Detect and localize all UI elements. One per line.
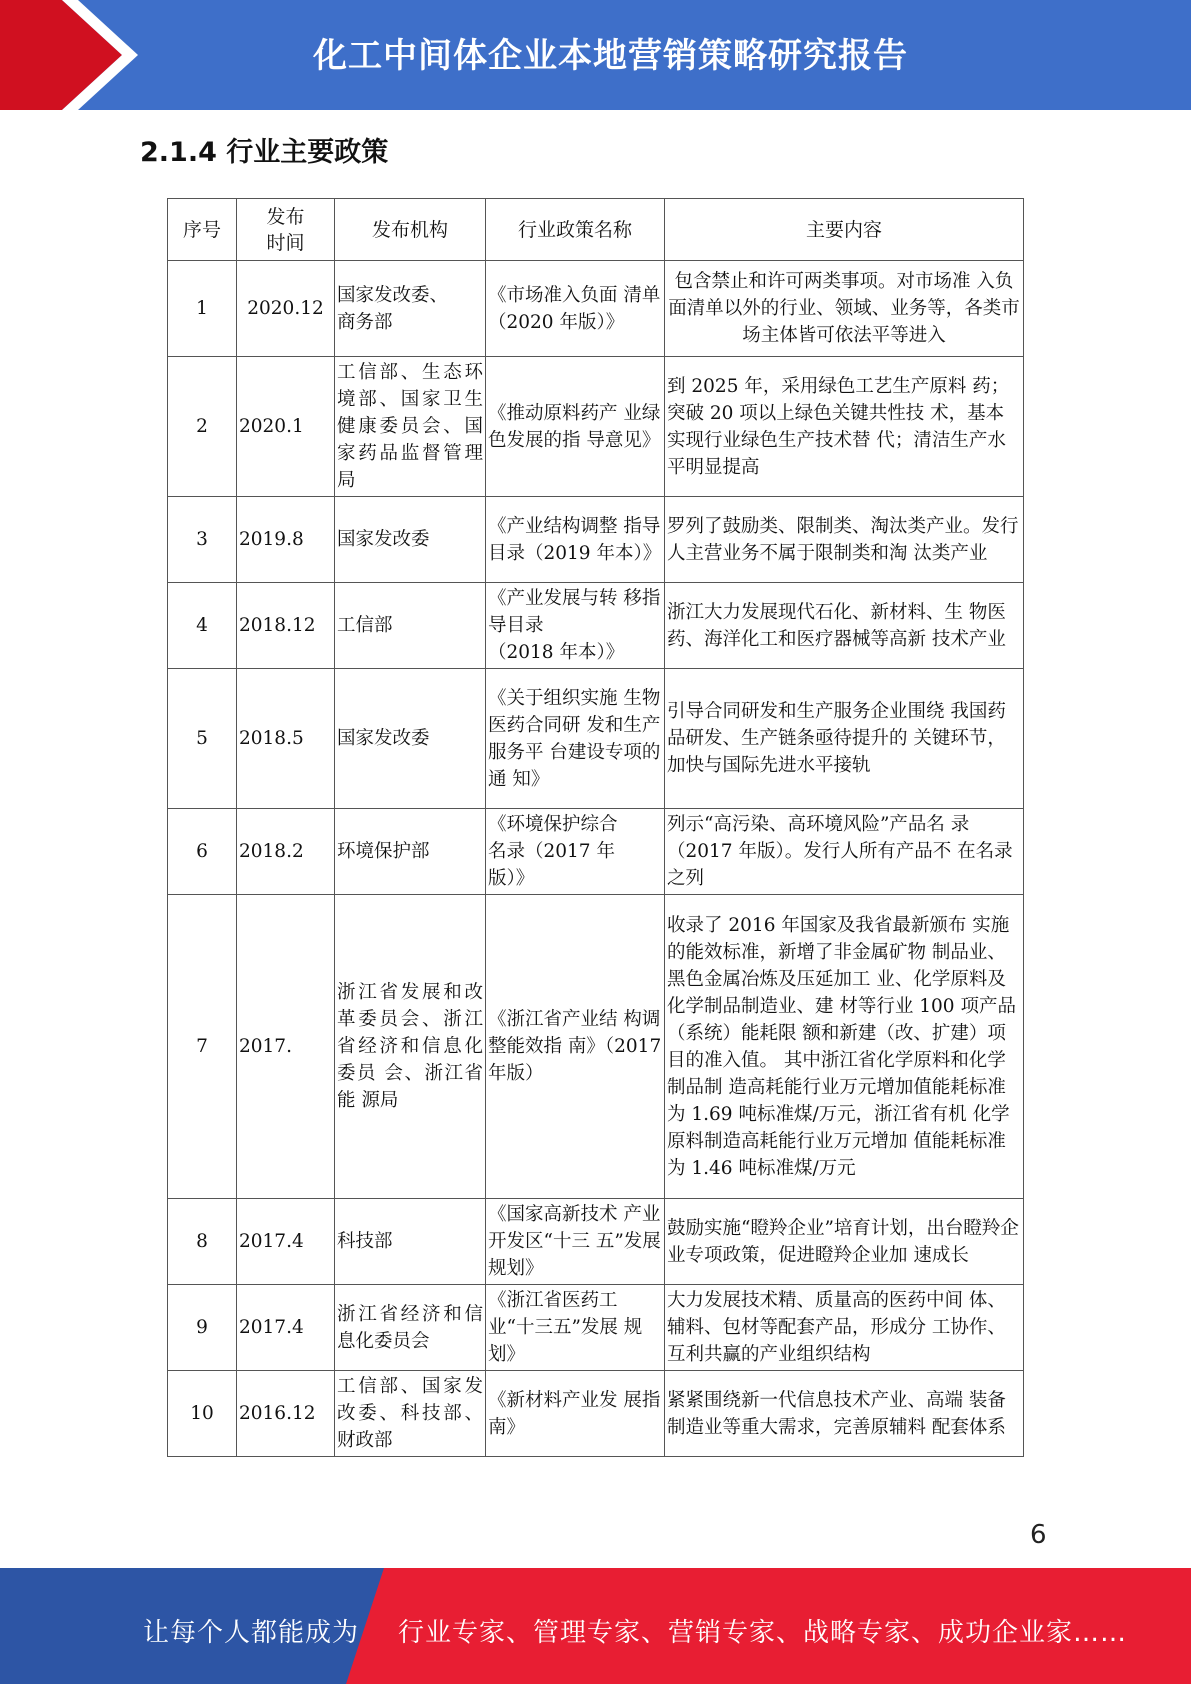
table-row: [168, 1199, 1024, 1285]
cell-num: 8: [168, 1199, 237, 1285]
cell-name: 《浙江省医药工 业“十三五”发展 规划》: [486, 1285, 665, 1371]
cell-name: 《新材料产业发 展指南》: [486, 1371, 665, 1457]
cell-date: 2017.4: [237, 1199, 335, 1285]
cell-org: 国家发改委: [335, 497, 486, 583]
section-title: 2.1.4 行业主要政策: [140, 137, 389, 168]
cell-content: 罗列了鼓励类、限制类、淘汰类产业。发行人主营业务不属于限制类和淘 汰类产业: [665, 497, 1024, 583]
cell-num: 2: [168, 357, 237, 497]
cell-content: 包含禁止和许可两类事项。对市场准 入负面清单以外的行业、领域、业务等，各类市场主体皆可依法平等进入: [665, 261, 1024, 357]
policy-table: [167, 198, 1024, 1457]
cell-name: 《国家高新技术 产业开发区“十三 五”发展规划》: [486, 1199, 665, 1285]
cell-num: 7: [168, 895, 237, 1199]
cell-org: 国家发改委、 商务部: [335, 261, 486, 357]
cell-content: 大力发展技术精、质量高的医药中间 体、辅料、包材等配套产品，形成分 工协作、互利共赢的产业组织结构: [665, 1285, 1024, 1371]
cell-date: 2018.12: [237, 583, 335, 669]
cell-org: 科技部: [335, 1199, 486, 1285]
cell-name: 《环境保护综合 名录（2017 年 版）》: [486, 809, 665, 895]
footer-slogan-right: 行业专家、管理专家、营销专家、战略专家、成功企业家……: [398, 1618, 1128, 1648]
cell-content: 浙江大力发展现代石化、新材料、生 物医药、海洋化工和医疗器械等高新 技术产业: [665, 583, 1024, 669]
cell-num: 1: [168, 261, 237, 357]
table-row: [168, 1285, 1024, 1371]
header-num: 序号: [168, 199, 237, 261]
cell-date: 2017.4: [237, 1285, 335, 1371]
cell-content: 鼓励实施“瞪羚企业”培育计划，出台瞪羚企业专项政策，促进瞪羚企业加 速成长: [665, 1199, 1024, 1285]
cell-content: 收录了 2016 年国家及我省最新颁布 实施的能效标准，新增了非金属矿物 制品业、黑色金属冶炼及压延加工 业、化学原料及化学制品制造业、建 材等行业 100 项产品（系统）能耗限 额和新建（改、扩建）项目的准入值。 其中浙江省化学原料和化学制品制 造高耗能行业万元增加值能耗标准 为 1.69 吨标准煤/万元，浙江省有机 化学原料制造高耗能行业万元增加 值能耗标准为 1.46 吨标准煤/万元: [665, 895, 1024, 1199]
footer-slogan-left: 让每个人都能成为: [143, 1618, 360, 1648]
header-name: 行业政策名称: [486, 199, 665, 261]
cell-date: 2018.5: [237, 669, 335, 809]
table-header-row: [168, 199, 1024, 261]
table-row: [168, 357, 1024, 497]
cell-content: 列示“高污染、高环境风险”产品名 录（2017 年版）。发行人所有产品不 在名录之列: [665, 809, 1024, 895]
cell-org: 工信部: [335, 583, 486, 669]
cell-date: 2018.2: [237, 809, 335, 895]
report-header: [0, 0, 1191, 110]
cell-num: 10: [168, 1371, 237, 1457]
cell-org: 浙江省发展和改革委员会、浙江省经济和信息化委员 会、浙江省能 源局: [335, 895, 486, 1199]
cell-num: 5: [168, 669, 237, 809]
header-date: 发布 时间: [237, 199, 335, 261]
cell-name: 《推动原料药产 业绿色发展的指 导意见》: [486, 357, 665, 497]
cell-date: 2019.8: [237, 497, 335, 583]
table-row: [168, 669, 1024, 809]
cell-date: 2020.1: [237, 357, 335, 497]
table-row: [168, 497, 1024, 583]
header-content: 主要内容: [665, 199, 1024, 261]
cell-num: 4: [168, 583, 237, 669]
page-number: 6: [1030, 1520, 1047, 1550]
cell-name: 《市场准入负面 清单（2020 年版）》: [486, 261, 665, 357]
cell-name: 《浙江省产业结 构调整能效指 南》（2017 年版）: [486, 895, 665, 1199]
cell-name: 《关于组织实施 生物医药合同研 发和生产服务平 台建设专项的通 知》: [486, 669, 665, 809]
table-row: [168, 895, 1024, 1199]
cell-org: 工信部、国家发改委、科技部、财政部: [335, 1371, 486, 1457]
cell-org: 工信部、生态环境部、国家卫生健康委员会、国家药品监督管理局: [335, 357, 486, 497]
cell-date: 2017.: [237, 895, 335, 1199]
cell-name: 《产业结构调整 指导目录（2019 年本）》: [486, 497, 665, 583]
cell-num: 3: [168, 497, 237, 583]
table-row: [168, 261, 1024, 357]
cell-org: 浙江省经济和信息化委员会: [335, 1285, 486, 1371]
cell-org: 国家发改委: [335, 669, 486, 809]
cell-org: 环境保护部: [335, 809, 486, 895]
table-row: [168, 583, 1024, 669]
report-title: 化工中间体企业本地营销策略研究报告: [313, 36, 908, 76]
cell-content: 引导合同研发和生产服务企业围绕 我国药品研发、生产链条亟待提升的 关键环节，加快与国际先进水平接轨: [665, 669, 1024, 809]
table-row: [168, 1371, 1024, 1457]
cell-num: 9: [168, 1285, 237, 1371]
cell-date: 2016.12: [237, 1371, 335, 1457]
header-org: 发布机构: [335, 199, 486, 261]
cell-content: 紧紧围绕新一代信息技术产业、高端 装备制造业等重大需求，完善原辅料 配套体系: [665, 1371, 1024, 1457]
cell-content: 到 2025 年，采用绿色工艺生产原料 药；突破 20 项以上绿色关键共性技 术，基本实现行业绿色生产技术替 代；清洁生产水平明显提高: [665, 357, 1024, 497]
cell-name: 《产业发展与转 移指导目录 （2018 年本）》: [486, 583, 665, 669]
table-row: [168, 809, 1024, 895]
cell-num: 6: [168, 809, 237, 895]
cell-date: 2020.12: [237, 261, 335, 357]
